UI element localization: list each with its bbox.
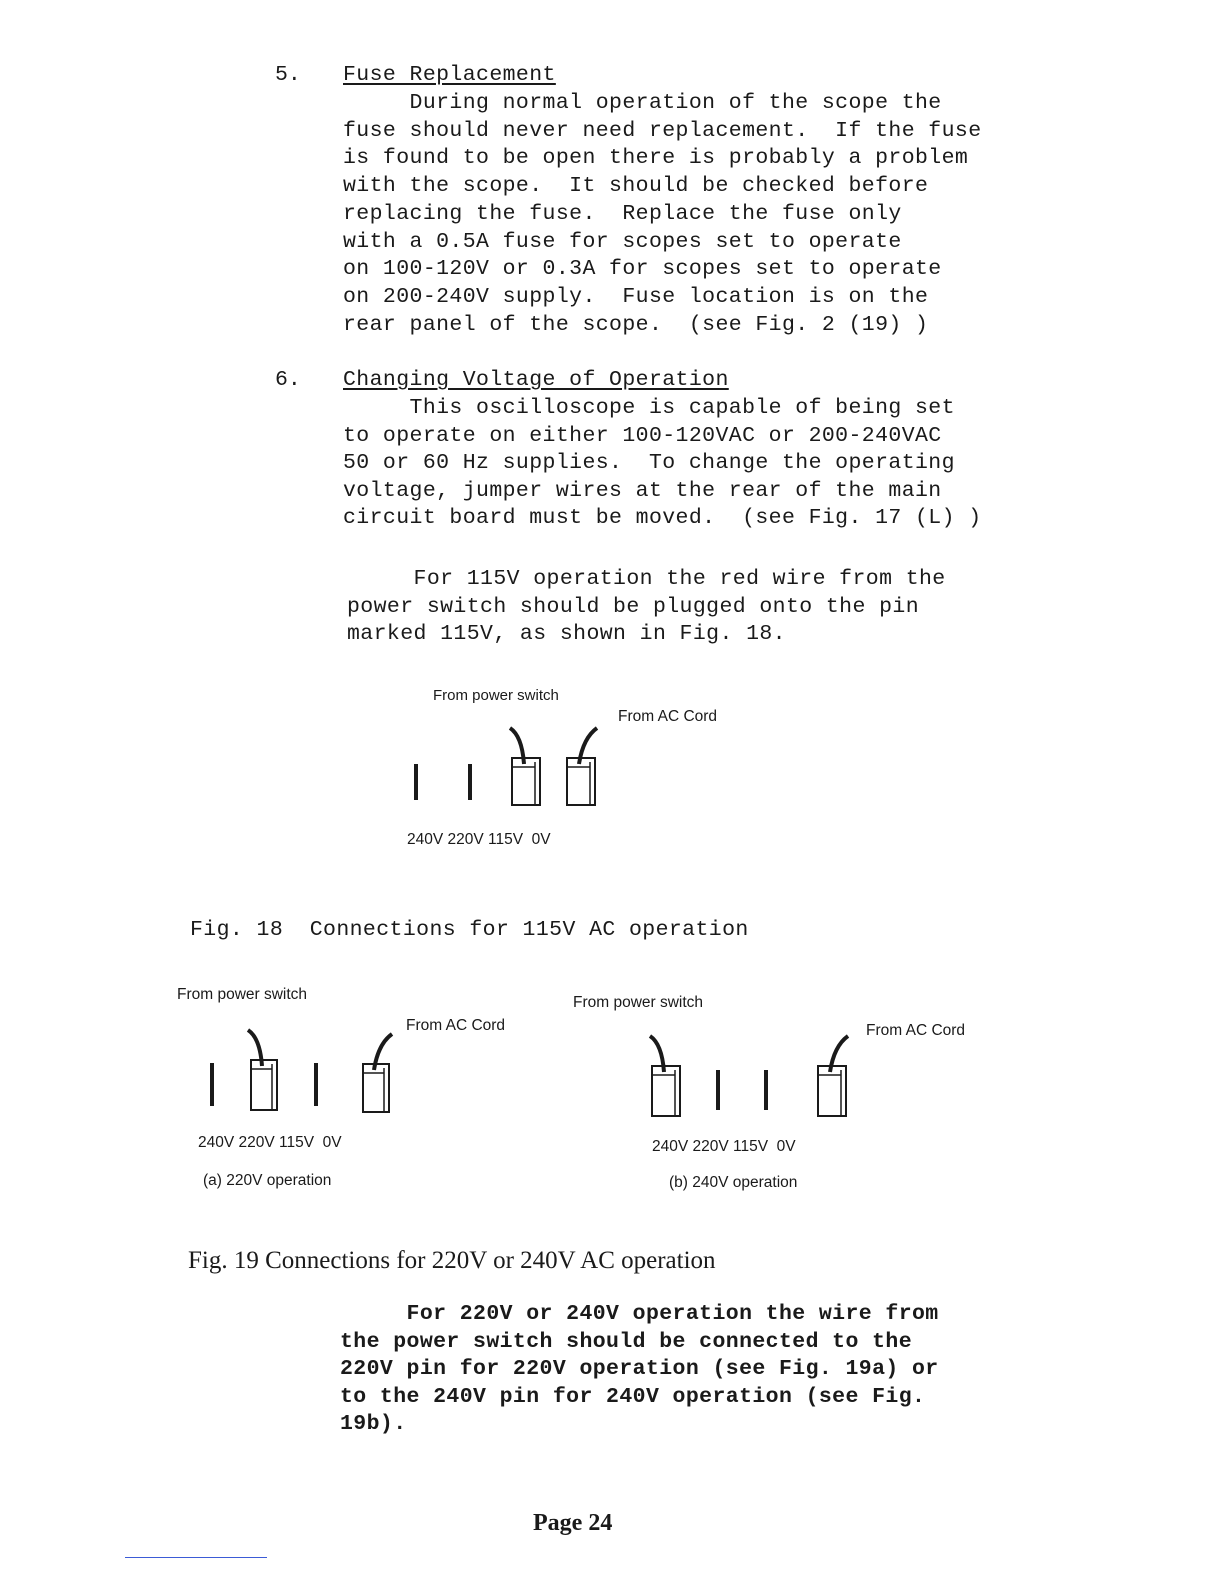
text-line: 50 or 60 Hz supplies. To change the operating	[343, 451, 955, 475]
text-line: on 200-240V supply. Fuse location is on the	[343, 284, 929, 309]
text-line: on 100-120V or 0.3A for scopes set to operate	[343, 257, 942, 282]
text-line: 220V pin for 220V operation (see Fig. 19a) or	[340, 1357, 939, 1381]
text-line: to operate on either 100-120VAC or 200-240VAC	[343, 423, 942, 448]
fig18-pin-labels: 240V 220V 115V 0V	[407, 831, 551, 848]
page-number: Page 24	[533, 1510, 613, 1536]
text-line: power switch should be plugged onto the pin	[347, 594, 919, 619]
text-line: fuse should never need replacement. If the fuse	[343, 118, 982, 143]
fig19a-from-switch-label: From power switch	[177, 986, 308, 1003]
fig19b-pin-labels: 240V 220V 115V 0V	[652, 1138, 796, 1155]
connector-box	[363, 1064, 389, 1112]
connector-box	[251, 1060, 277, 1110]
section-number: 5.	[275, 63, 301, 87]
fig18-caption: Fig. 18 Connections for 115V AC operation	[190, 918, 749, 942]
text-line: circuit board must be moved. (see Fig. 17 (L) )	[343, 506, 982, 530]
text-line: replacing the fuse. Replace the fuse only	[343, 201, 902, 226]
fig19b-from-switch-label: From power switch	[573, 994, 704, 1011]
fig19b-subcaption: (b) 240V operation	[669, 1174, 798, 1191]
fig19a-from-cord-label: From AC Cord	[406, 1017, 506, 1034]
fig18-from-cord-label: From AC Cord	[618, 708, 718, 725]
connector-box	[652, 1066, 680, 1116]
text-line: 19b).	[340, 1412, 407, 1436]
text-line: the power switch should be connected to the	[340, 1329, 912, 1354]
text-line: to the 240V pin for 240V operation (see Fig.	[340, 1384, 926, 1409]
section-heading: Fuse Replacement	[343, 63, 556, 87]
connector-box	[567, 758, 595, 805]
fig18-from-switch-label: From power switch	[433, 687, 559, 704]
text-line: rear panel of the scope. (see Fig. 2 (19) )	[343, 312, 929, 337]
text-line: is found to be open there is probably a problem	[343, 146, 969, 171]
fig19-caption: Fig. 19 Connections for 220V or 240V AC operation	[188, 1247, 716, 1274]
section-heading: Changing Voltage of Operation	[343, 368, 729, 392]
fig19a-subcaption: (a) 220V operation	[203, 1172, 332, 1189]
text-line: For 220V or 240V operation the wire from	[340, 1302, 939, 1326]
text-line: This oscilloscope is capable of being set	[343, 396, 955, 420]
text-line: with a 0.5A fuse for scopes set to operate	[343, 229, 902, 254]
text-line: voltage, jumper wires at the rear of the main	[343, 478, 942, 503]
fig19a-pin-labels: 240V 220V 115V 0V	[198, 1134, 342, 1151]
connector-box	[818, 1066, 846, 1116]
text-line: For 115V operation the red wire from the	[347, 567, 946, 591]
fig19b-from-cord-label: From AC Cord	[866, 1022, 966, 1039]
text-line: During normal operation of the scope the	[343, 91, 942, 115]
text-line: marked 115V, as shown in Fig. 18.	[347, 622, 786, 646]
connector-box	[512, 758, 540, 805]
section-number: 6.	[275, 368, 301, 392]
text-line: with the scope. It should be checked before	[343, 174, 929, 199]
